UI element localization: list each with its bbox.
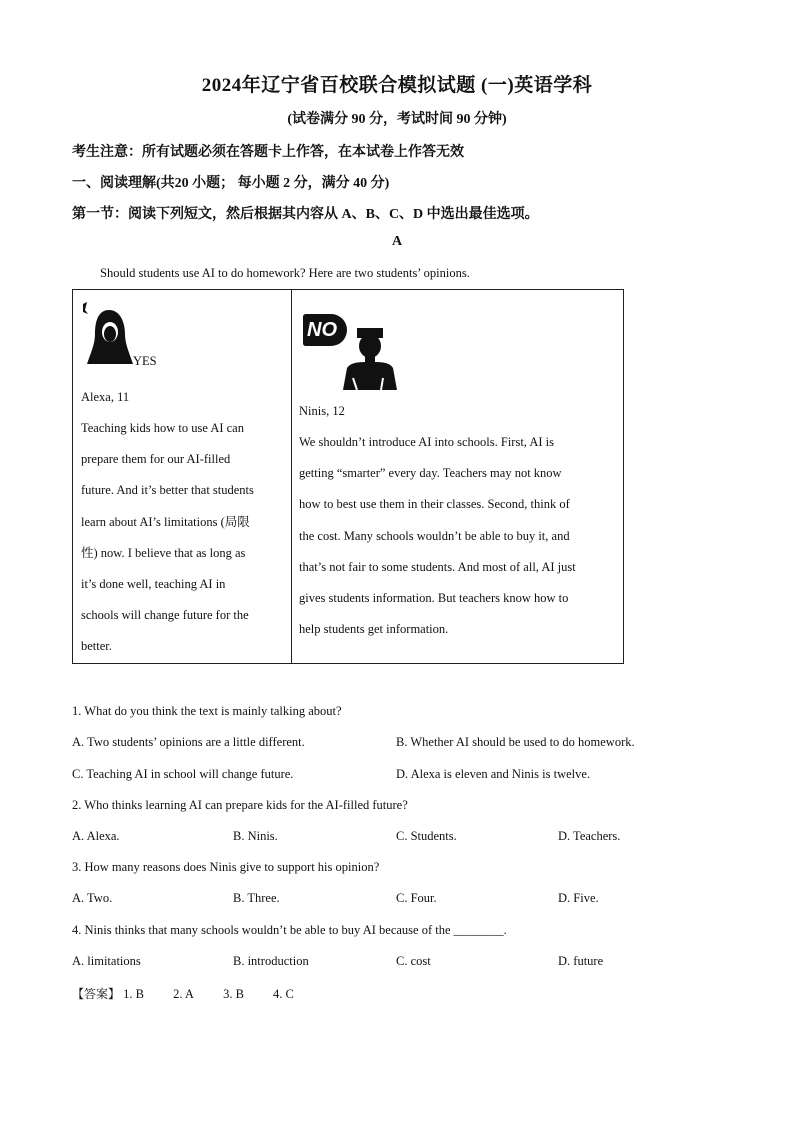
question-stem: 4. Ninis thinks that many schools wouldn’t be able to buy AI because of the ________. bbox=[72, 923, 507, 937]
option: B. Ninis. bbox=[233, 829, 278, 843]
option: A. Alexa. bbox=[72, 829, 120, 843]
right-opinion bbox=[299, 427, 619, 645]
question-stem: 3. How many reasons does Ninis give to support his opinion? bbox=[72, 860, 380, 874]
option: D. Teachers. bbox=[558, 829, 621, 843]
option: C. Four. bbox=[396, 891, 437, 905]
left-line: 性) now. I believe that as long as bbox=[81, 545, 246, 560]
option: A. limitations bbox=[72, 954, 141, 968]
left-line: better. bbox=[81, 639, 112, 654]
right-line: that’s not fair to some students. And most of all, AI just bbox=[299, 559, 576, 574]
right-line: We shouldn’t introduce AI into schools. First, AI is bbox=[299, 435, 555, 449]
answer-tag: 【答案】 bbox=[72, 987, 121, 1001]
answer-item: 4. C bbox=[273, 987, 294, 1001]
passage-intro: Should students use AI to do homework? Here are two students’ opinions. bbox=[100, 266, 470, 280]
section-heading: 第一节：阅读下列短文，然后根据其内容从 A、B、C、D 中选出最佳选项。 bbox=[72, 207, 539, 222]
option: C. Students. bbox=[396, 829, 457, 843]
answer-key bbox=[72, 985, 320, 1002]
left-line: Teaching kids how to use AI can bbox=[81, 421, 244, 435]
part-heading: 一、阅读理解(共20 小题； 每小题 2 分，满分 40 分) bbox=[72, 176, 390, 191]
answer-item: 3. B bbox=[223, 987, 244, 1001]
right-line: help students get information. bbox=[299, 622, 449, 637]
table-divider bbox=[291, 290, 292, 663]
option: A. Two. bbox=[72, 891, 113, 905]
option: D. future bbox=[558, 954, 604, 968]
right-line: getting “smarter” every day. Teachers may not know bbox=[299, 466, 562, 481]
passage-label: A bbox=[391, 234, 403, 249]
yes-badge: YES bbox=[133, 354, 157, 368]
exam-subtitle: (试卷满分 90 分，考试时间 90 分钟) bbox=[287, 112, 507, 127]
answer-item: 2. A bbox=[173, 987, 194, 1001]
left-line: future. And it’s better that students bbox=[81, 483, 254, 498]
option: B. Whether AI should be used to do homework. bbox=[396, 735, 635, 749]
question-stem: 2. Who thinks learning AI can prepare kids for the AI-filled future? bbox=[72, 798, 408, 812]
notice: 考生注意：所有试题必须在答题卡上作答，在本试卷上作答无效 bbox=[72, 145, 464, 160]
right-line: the cost. Many schools wouldn’t be able to buy it, and bbox=[299, 528, 570, 543]
left-opinion bbox=[81, 413, 283, 663]
option: B. introduction bbox=[233, 954, 309, 968]
option: C. cost bbox=[396, 954, 431, 968]
left-line: learn about AI’s limitations (局限 bbox=[81, 514, 250, 529]
girl-silhouette-icon bbox=[79, 298, 139, 368]
exam-title: 2024年辽宁省百校联合模拟试题 (一)英语学科 bbox=[201, 75, 593, 96]
left-line: it’s done well, teaching AI in bbox=[81, 577, 226, 592]
option: B. Three. bbox=[233, 891, 280, 905]
right-line: gives students information. But teachers know how to bbox=[299, 591, 569, 606]
answer-item: 1. B bbox=[123, 987, 144, 1001]
boy-silhouette-icon bbox=[339, 324, 401, 390]
opinion-table bbox=[72, 289, 624, 664]
option: A. Two students’ opinions are a little different. bbox=[72, 735, 305, 749]
option: D. Alexa is eleven and Ninis is twelve. bbox=[396, 767, 591, 781]
option: C. Teaching AI in school will change future. bbox=[72, 767, 294, 781]
left-line: schools will change future for the bbox=[81, 608, 249, 623]
left-author: Alexa, 11 bbox=[81, 390, 130, 404]
right-line: how to best use them in their classes. Second, think of bbox=[299, 497, 570, 512]
option: D. Five. bbox=[558, 891, 599, 905]
left-line: prepare them for our AI-filled bbox=[81, 452, 231, 467]
right-author: Ninis, 12 bbox=[299, 404, 345, 418]
question-stem: 1. What do you think the text is mainly talking about? bbox=[72, 704, 342, 718]
no-badge: NO bbox=[303, 314, 347, 346]
